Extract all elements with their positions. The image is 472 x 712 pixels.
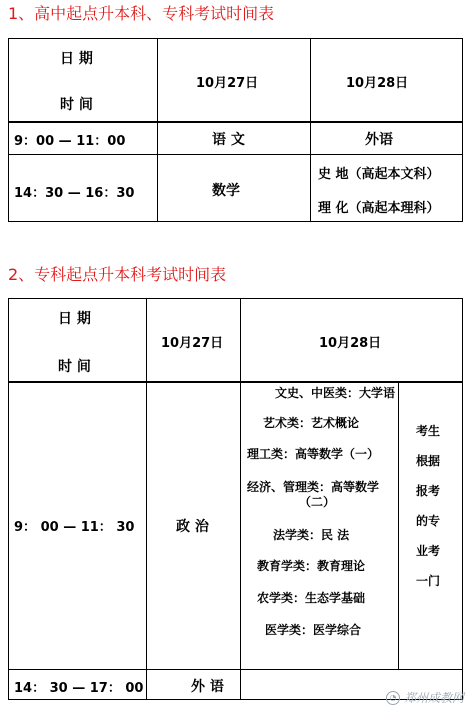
wechat-icon: ◔: [386, 691, 400, 705]
t2-row1-day1: 政 治: [176, 519, 209, 535]
t2-row1-time: 9： 00 — 11： 30: [14, 520, 135, 535]
t1-date-label: 日 期: [60, 51, 93, 67]
t1-row2-day2-line1: 史 地（高起本文科）: [318, 167, 440, 182]
subject-item: 法学类：民 法: [273, 528, 350, 542]
note-line: 根据: [416, 454, 441, 468]
t2-row2-time: 14： 30 — 17： 00: [14, 681, 144, 696]
subject-item: 经济、管理类：高等数学: [247, 480, 380, 494]
t1-row2-day1: 数学: [212, 183, 240, 199]
t2-note-column: [399, 382, 462, 669]
subject-item: （二）: [299, 495, 336, 509]
watermark-text: 郑州成教网: [403, 691, 464, 705]
t2-date-label: 日 期: [58, 311, 91, 327]
subject-item: 教育学类：教育理论: [257, 559, 366, 573]
note-line: 一门: [416, 574, 441, 588]
t1-row2-day2-line2: 理 化（高起本理科）: [318, 201, 440, 216]
t1-row2-time: 14：30 — 16：30: [14, 186, 135, 201]
t1-row1-day1: 语 文: [212, 132, 245, 148]
note-line: 考生: [416, 424, 441, 438]
subject-item: 农学类：生态学基础: [257, 591, 366, 605]
note-line: 的专: [416, 514, 441, 528]
t1-row1-day2: 外语: [365, 132, 393, 148]
subject-item: 艺术类：艺术概论: [263, 416, 360, 430]
t1-day2-header: 10月28日: [346, 76, 409, 91]
section1-heading: 1、高中起点升本科、专科考试时间表: [8, 4, 275, 23]
t2-day2-header: 10月28日: [319, 336, 382, 351]
t2-subject-list: [241, 382, 397, 669]
subject-item: 医学类：医学综合: [265, 623, 362, 637]
note-line: 报考: [416, 484, 441, 498]
note-line: 业考: [416, 544, 441, 558]
subject-item: 文史、中医类：大学语: [275, 386, 396, 400]
t1-time-label: 时 间: [60, 97, 93, 113]
t2-row2-day1: 外 语: [191, 679, 224, 695]
t2-day1-header: 10月27日: [161, 336, 224, 351]
t1-row1-time: 9：00 — 11：00: [14, 134, 126, 149]
t2-time-label: 时 间: [58, 359, 91, 375]
section2-heading: 2、专科起点升本科考试时间表: [8, 265, 227, 284]
t1-day1-header: 10月27日: [196, 76, 259, 91]
subject-item: 理工类：高等数学（一）: [247, 447, 380, 461]
watermark: [386, 689, 464, 706]
